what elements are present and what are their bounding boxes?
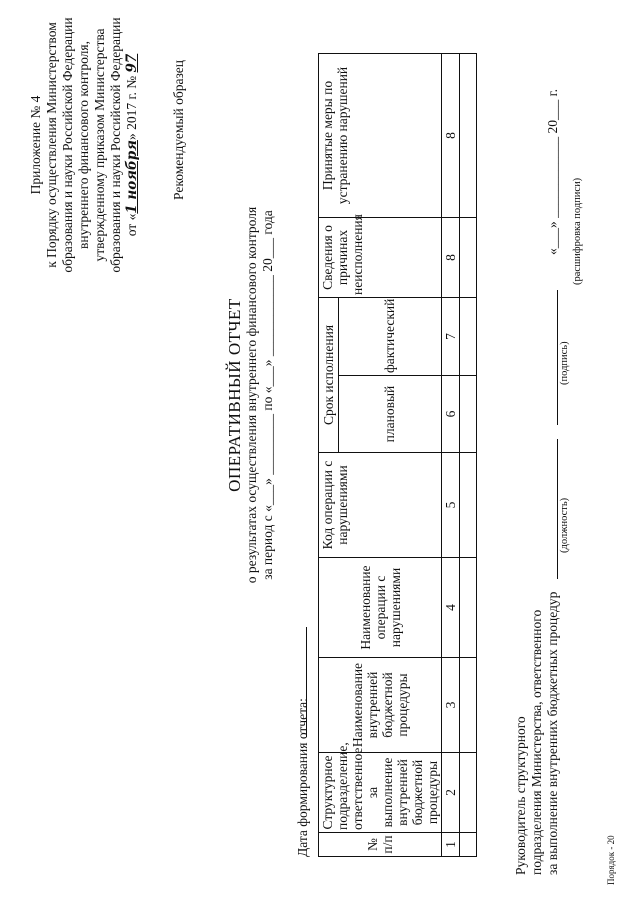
appendix-header	[28, 10, 140, 280]
table-cell	[460, 376, 477, 453]
column-number: 2	[442, 753, 460, 833]
table-cell	[460, 753, 477, 833]
appendix-line: утвержденному приказом Министерства	[92, 28, 107, 262]
order-line: от «1 ноября» 2017 г. № 97	[124, 53, 140, 237]
report-subtitle: о результатах осуществления внутреннего финансового контроля	[244, 206, 259, 584]
recommended-label: Рекомендуемый образец	[171, 59, 186, 200]
table-cell	[460, 833, 477, 857]
order-mid: 2017 г. №	[124, 75, 139, 130]
header-planned: плановый	[338, 376, 441, 453]
page-footer: Порядок - 20	[606, 835, 616, 885]
order-date-handwritten: 1 ноября	[124, 140, 140, 214]
report-period: за период с «___» _________ по «___» ____________ 20___ года	[260, 210, 275, 580]
header-measures: Принятые меры по устранению нарушений	[319, 53, 442, 217]
header-division: Структурное подразделение, ответственное за выполнение внутренней бюджетной процедуры	[319, 753, 442, 833]
sign-caption: (подпись)	[559, 341, 570, 385]
report-title: ОПЕРАТИВНЫЙ ОТЧЕТ	[225, 298, 244, 492]
table-cell	[460, 658, 477, 753]
column-number: 6	[442, 376, 460, 453]
report-table	[318, 53, 477, 857]
signature-date: «___» ____________ 20___ г.	[545, 88, 560, 255]
name-caption: (расшифровка подписи)	[572, 177, 583, 285]
date-generated-line	[306, 627, 307, 737]
column-number: 5	[442, 453, 460, 558]
order-number-handwritten: 97	[124, 53, 140, 73]
table-cell	[460, 297, 477, 375]
date-generated-label: Дата формирования отчета:	[295, 698, 310, 857]
position-caption: (должность)	[559, 497, 570, 553]
signature-line-3: за выполнение внутренних бюджетных процедур	[545, 591, 560, 875]
appendix-line: внутреннего финансового контроля,	[76, 41, 91, 249]
signature-line-1: Руководитель структурного	[513, 716, 528, 875]
column-number: 3	[442, 658, 460, 753]
appendix-line: к Порядку осуществления Министерством	[44, 22, 59, 268]
appendix-line: образования и науки Российской Федерации	[108, 17, 123, 273]
column-number: 8	[442, 217, 460, 297]
table-cell	[460, 453, 477, 558]
column-number: 8	[442, 53, 460, 217]
column-number: 1	[442, 833, 460, 857]
header-actual: фактический	[338, 297, 441, 375]
header-operation: Наименование операции с нарушениями	[319, 558, 442, 658]
appendix-line: Приложение № 4	[28, 95, 43, 195]
order-prefix: от «	[124, 213, 139, 237]
signature-block	[513, 592, 561, 875]
table-cell	[460, 53, 477, 217]
position-line	[557, 439, 558, 579]
header-code: Код операции с нарушениями	[319, 453, 442, 558]
header-num: № п/п	[319, 833, 442, 857]
appendix-line: образования и науки Российской Федерации	[60, 17, 75, 273]
column-number: 7	[442, 297, 460, 375]
column-number: 4	[442, 558, 460, 658]
header-term: Срок исполнения	[319, 297, 339, 452]
table-cell	[460, 217, 477, 297]
sign-line	[557, 290, 558, 425]
header-reasons: Сведения о причинах неисполнения	[319, 217, 442, 297]
table-cell	[460, 558, 477, 658]
header-procedure: Наименование внутренней бюджетной процедуры	[319, 658, 442, 753]
signature-line-2: подразделения Министерства, ответственного	[529, 609, 544, 875]
